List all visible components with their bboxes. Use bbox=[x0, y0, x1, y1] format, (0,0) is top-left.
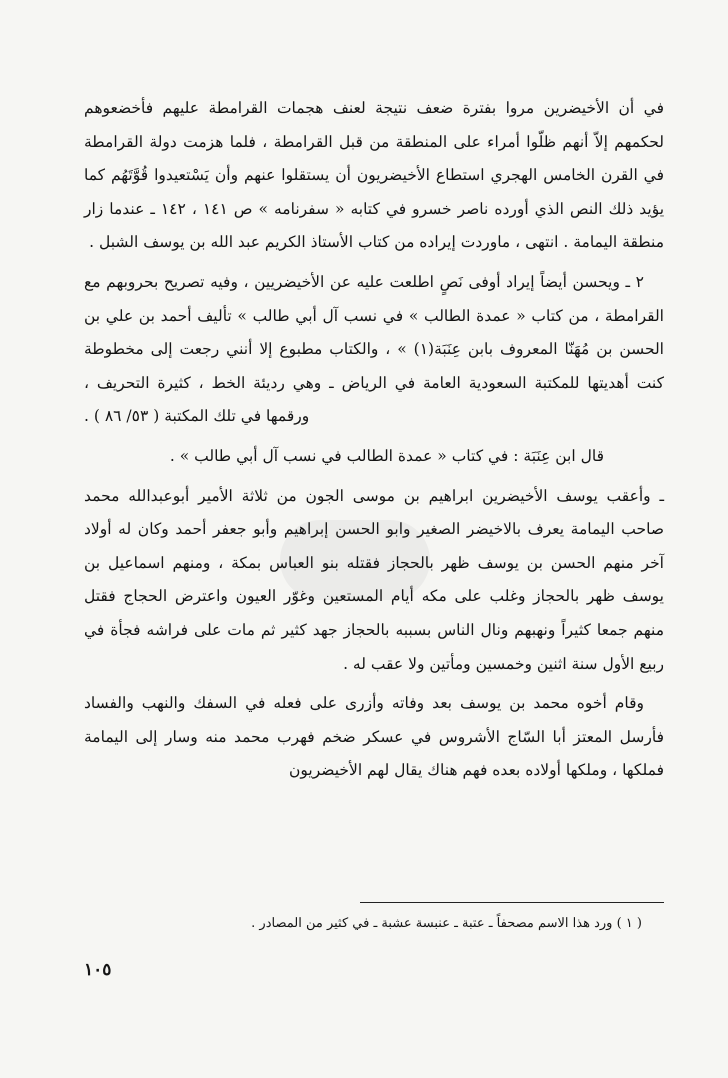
paragraph-2: ٢ ـ ويحسن أيضاً إيراد أوفى نَصٍ اطلعت عليه عن الأخيضريين ، وفيه تصريح بحروبهم مع القرامطة ، من كتاب « عمدة الطالب » في نسب آل أبي طالب » تأليف أحمد بن علي بن الحسن بن مُهَنّا المعروف بابن عِنَبَة(١) » ، والكتاب مطبوع إلا أنني رجعت إلى مخطوطة كنت أهديتها للمكتبة السعودية العامة في الرياض ـ وهي رديئة الخط ، كثيرة التحريف ، ورقمها في تلك المكتبة ( ٥٣/ ٨٦ ) . bbox=[84, 272, 664, 426]
footnote-divider bbox=[360, 902, 664, 903]
paragraph-5: وقام أخوه محمد بن يوسف بعد وفاته وأزرى على فعله في السفك والنهب والفساد فأرسل المعتز أبا السّاج الأشروس في عسكر ضخم فهرب محمد منه وسار إلى اليمامة فملكها ، وملكها أولاده بعده فهم هناك يقال لهم الأخيضريون bbox=[84, 694, 664, 780]
paragraph-3: قال ابن عِنَبَة : في كتاب « عمدة الطالب في نسب آل أبي طالب » . bbox=[169, 446, 604, 465]
main-text bbox=[84, 92, 664, 788]
footnote: ( ١ ) ورد هذا الاسم مصحفاً ـ عتبة ـ عنبسة عشبة ـ في كثير من المصادر . bbox=[251, 916, 642, 931]
page-number: ١٠٥ bbox=[84, 960, 112, 980]
paragraph-4: ـ وأعقب يوسف الأخيضرين ابراهيم بن موسى الجون من ثلاثة الأمير أبوعبدالله محمد صاحب اليمامة يعرف بالاخيضر الصغير وابو الحسن إبراهيم وأبو جعفر أحمد وكان له أولاد آخر منهم الحسن بن يوسف ظهر بالحجاز فقتله بنو العباس بمكة ، ومنهم اسماعيل بن يوسف ظهر بالحجاز وغلب على مكه أيام المستعين وغوّر العيون واعترض الحجاج فقتل منهم جمعا كثيراً ونهبهم ونال الناس بسببه بالحجاز جهد كثير ثم مات على فراشه فجأة في ربيع الأول سنة اثنين وخمسين ومأتين ولا عقب له . bbox=[84, 486, 664, 673]
paragraph-1: في أن الأخيضرين مروا بفترة ضعف نتيجة لعنف هجمات القرامطة عليهم فأخضعوهم لحكمهم إلاّ أنهم ظلّوا أمراء على المنطقة من قبل القرامطة ، فلما هزمت دولة القرامطة في القرن الخامس الهجري استطاع الأخيضريون أن يستقلوا عنهم وأن يَسْتعيدوا قُوَّتَهُم كما يؤيد ذلك النص الذي أورده ناصر خسرو في كتابه « سفرنامه » ص ١٤١ ، ١٤٢ ـ عندما زار منطقة اليمامة . انتهى ، ماوردت إيراده من كتاب الأستاذ الكريم عبد الله بن يوسف الشبل . bbox=[84, 99, 665, 252]
